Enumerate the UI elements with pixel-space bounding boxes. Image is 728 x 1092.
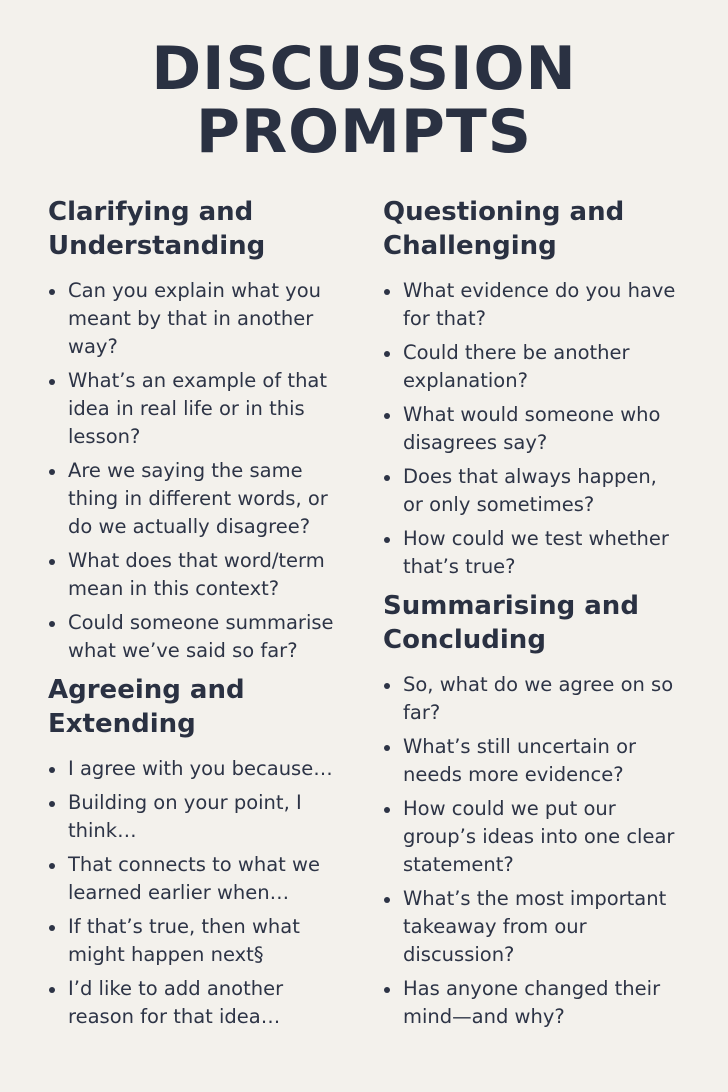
prompt-text: Building on your point, I think… bbox=[68, 791, 302, 842]
bullet-icon bbox=[384, 475, 390, 481]
bullet-icon bbox=[49, 289, 55, 295]
section-summarising-concluding bbox=[383, 589, 683, 1037]
prompt-text: Could someone summarise what we’ve said so far? bbox=[68, 611, 334, 662]
page-title-line-1: DISCUSSION bbox=[151, 34, 577, 104]
bullet-icon bbox=[384, 537, 390, 543]
section-heading-line-1: Clarifying and bbox=[48, 197, 254, 227]
bullet-icon bbox=[49, 767, 55, 773]
prompt-text: What evidence do you have for that? bbox=[403, 279, 676, 330]
prompt-item bbox=[383, 339, 683, 395]
bullet-icon bbox=[384, 745, 390, 751]
bullet-icon bbox=[49, 925, 55, 931]
prompt-item bbox=[383, 671, 683, 727]
prompt-text: What’s an example of that idea in real life or in this lesson? bbox=[68, 369, 328, 448]
prompt-item bbox=[48, 851, 348, 907]
section-heading-line-1: Agreeing and bbox=[48, 675, 245, 705]
prompt-item bbox=[383, 795, 683, 879]
bullet-icon bbox=[384, 683, 390, 689]
prompt-text: Has anyone changed their mind—and why? bbox=[403, 977, 661, 1028]
prompt-item bbox=[383, 885, 683, 969]
bullet-icon bbox=[49, 801, 55, 807]
prompt-text: I agree with you because… bbox=[68, 757, 333, 780]
prompt-text: What would someone who disagrees say? bbox=[403, 403, 661, 454]
page-title bbox=[0, 34, 728, 167]
section-heading-line-2: Understanding bbox=[48, 231, 266, 261]
prompt-text: That connects to what we learned earlier when… bbox=[68, 853, 320, 904]
prompt-item bbox=[48, 755, 348, 783]
section-heading bbox=[48, 195, 348, 263]
prompt-item bbox=[383, 463, 683, 519]
prompt-item bbox=[383, 401, 683, 457]
prompt-text: How could we put our group’s ideas into one clear statement? bbox=[403, 797, 675, 876]
section-heading-line-2: Extending bbox=[48, 709, 196, 739]
prompt-list bbox=[383, 671, 683, 1031]
bullet-icon bbox=[384, 807, 390, 813]
prompt-text: So, what do we agree on so far? bbox=[403, 673, 674, 724]
prompt-item bbox=[48, 789, 348, 845]
bullet-icon bbox=[49, 863, 55, 869]
prompt-item bbox=[48, 913, 348, 969]
section-heading bbox=[383, 589, 683, 657]
prompt-item bbox=[383, 525, 683, 581]
bullet-icon bbox=[384, 351, 390, 357]
bullet-icon bbox=[384, 897, 390, 903]
bullet-icon bbox=[49, 559, 55, 565]
section-heading bbox=[383, 195, 683, 263]
prompt-list bbox=[48, 277, 348, 665]
bullet-icon bbox=[384, 987, 390, 993]
prompt-text: Does that always happen, or only sometimes? bbox=[403, 465, 657, 516]
bullet-icon bbox=[49, 379, 55, 385]
prompt-item bbox=[383, 277, 683, 333]
prompt-text: What’s still uncertain or needs more evidence? bbox=[403, 735, 637, 786]
prompt-item bbox=[48, 367, 348, 451]
prompt-text: How could we test whether that’s true? bbox=[403, 527, 669, 578]
prompt-text: If that’s true, then what might happen next§ bbox=[68, 915, 300, 966]
section-heading-line-2: Concluding bbox=[383, 625, 546, 655]
prompt-list bbox=[383, 277, 683, 581]
bullet-icon bbox=[49, 621, 55, 627]
section-heading-line-1: Summarising and bbox=[383, 591, 639, 621]
prompt-text: Are we saying the same thing in different words, or do we actually disagree? bbox=[68, 459, 328, 538]
prompt-text: What’s the most important takeaway from our discussion? bbox=[403, 887, 667, 966]
section-heading-line-1: Questioning and bbox=[383, 197, 625, 227]
section-heading bbox=[48, 673, 348, 741]
bullet-icon bbox=[49, 469, 55, 475]
bullet-icon bbox=[384, 413, 390, 419]
prompt-text: What does that word/term mean in this context? bbox=[68, 549, 325, 600]
section-agreeing-extending bbox=[48, 673, 348, 1037]
prompt-item bbox=[48, 547, 348, 603]
bullet-icon bbox=[384, 289, 390, 295]
section-heading-line-2: Challenging bbox=[383, 231, 557, 261]
section-questioning-challenging bbox=[383, 195, 683, 587]
prompt-item bbox=[48, 975, 348, 1031]
prompt-list bbox=[48, 755, 348, 1031]
page-title-line-2: PROMPTS bbox=[195, 97, 532, 167]
prompt-item bbox=[48, 277, 348, 361]
prompt-text: Can you explain what you meant by that in another way? bbox=[68, 279, 321, 358]
section-clarifying-understanding bbox=[48, 195, 348, 671]
prompt-item bbox=[48, 609, 348, 665]
prompt-text: Could there be another explanation? bbox=[403, 341, 630, 392]
prompt-item bbox=[48, 457, 348, 541]
prompt-item bbox=[383, 733, 683, 789]
prompt-item bbox=[383, 975, 683, 1031]
bullet-icon bbox=[49, 987, 55, 993]
prompt-text: I’d like to add another reason for that idea… bbox=[68, 977, 284, 1028]
